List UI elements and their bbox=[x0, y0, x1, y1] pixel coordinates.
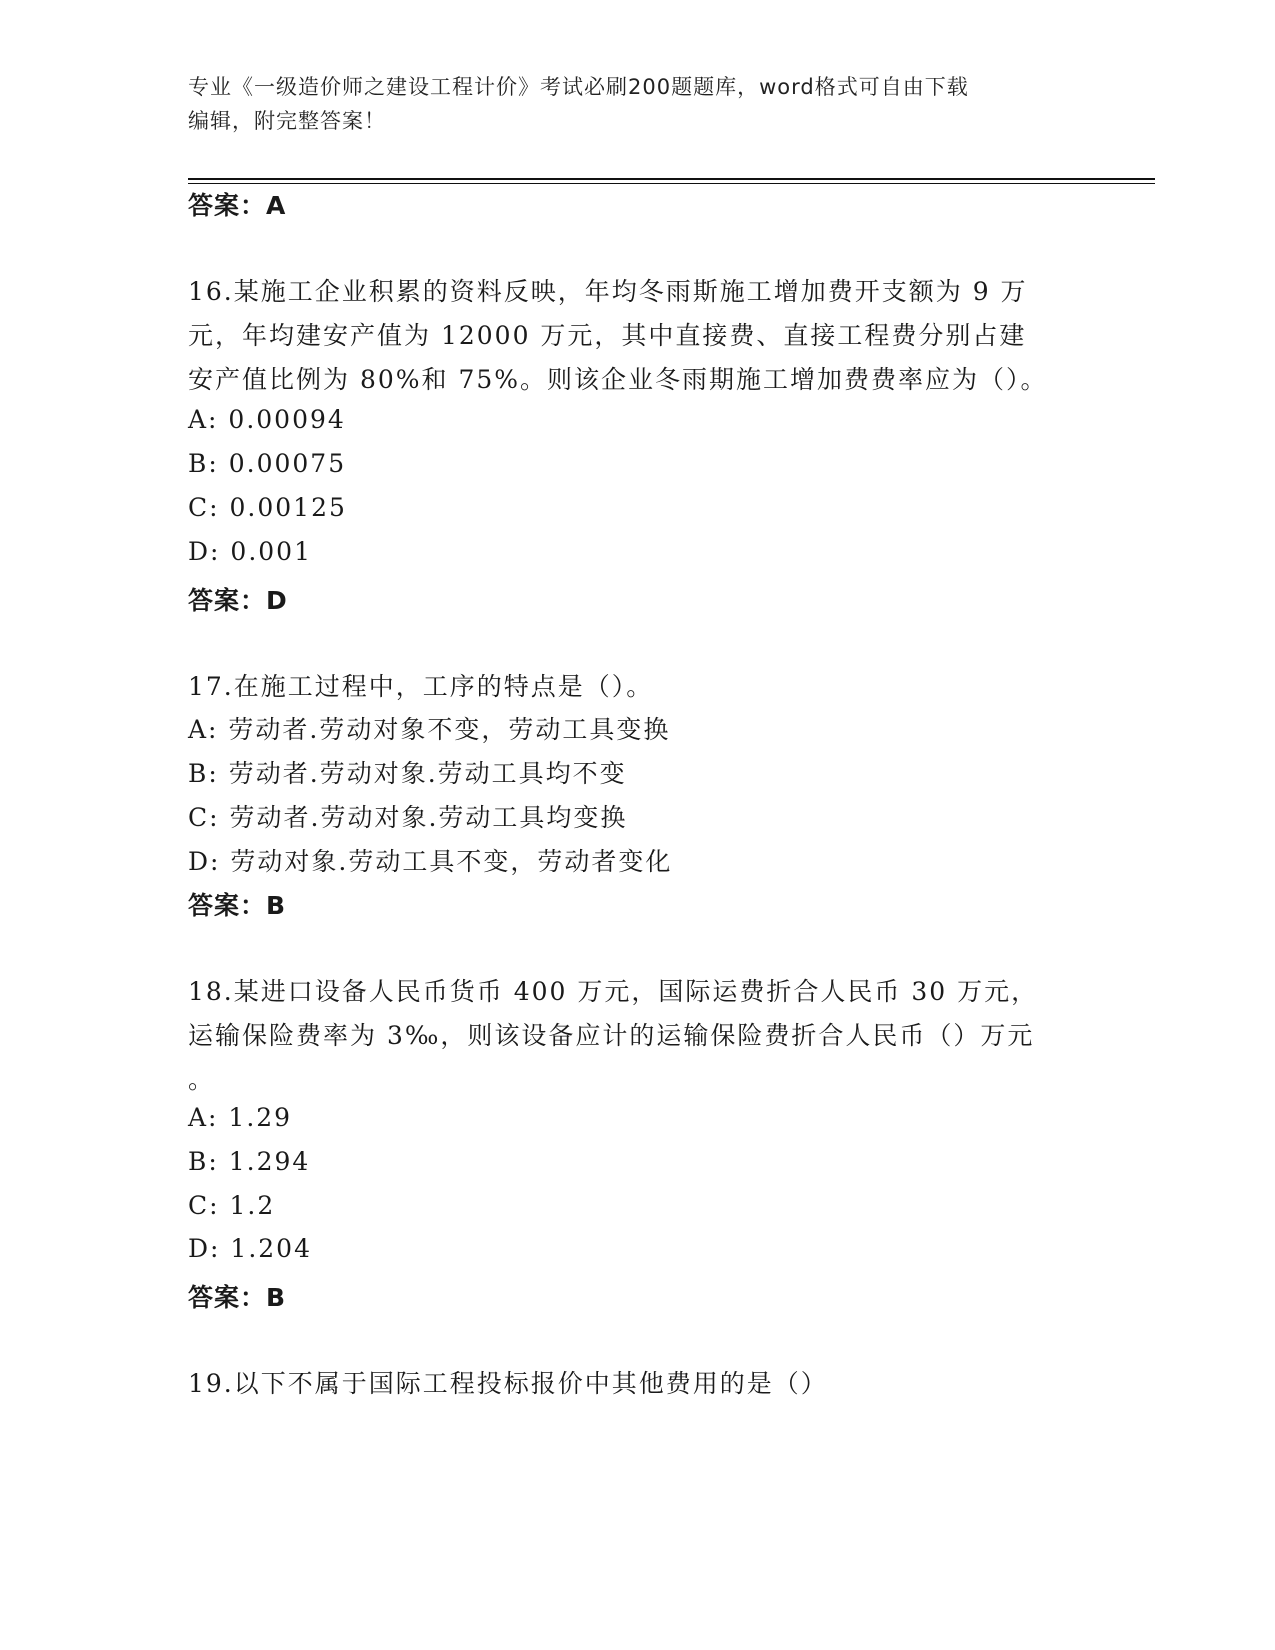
question-18-line-3: 。 bbox=[188, 1065, 216, 1094]
question-18-line-2: 运输保险费率为 3‰，则该设备应计的运输保险费折合人民币（）万元 bbox=[188, 1021, 1035, 1050]
question-18-line-1: 18.某进口设备人民币货币 400 万元，国际运费折合人民币 30 万元， bbox=[188, 977, 1039, 1006]
answer-15: 答案：A bbox=[188, 191, 287, 220]
question-16-option-d: D: 0.001 bbox=[188, 537, 312, 566]
question-18-option-c: C: 1.2 bbox=[188, 1191, 276, 1220]
question-18-option-a: A: 1.29 bbox=[188, 1103, 293, 1132]
question-18-option-d: D: 1.204 bbox=[188, 1234, 312, 1263]
question-17-option-b: B: 劳动者.劳动对象.劳动工具均不变 bbox=[188, 759, 627, 788]
question-18-option-b: B: 1.294 bbox=[188, 1147, 311, 1176]
question-19-line-1: 19.以下不属于国际工程投标报价中其他费用的是（） bbox=[188, 1369, 828, 1398]
header-line-1: 专业《一级造价师之建设工程计价》考试必刷200题题库，word格式可自由下载 bbox=[188, 75, 969, 99]
question-16-line-1: 16.某施工企业积累的资料反映，年均冬雨斯施工增加费开支额为 9 万 bbox=[188, 277, 1028, 306]
header-line-2: 编辑，附完整答案！ bbox=[188, 109, 386, 133]
header-rule-thin bbox=[188, 183, 1155, 184]
question-16-line-2: 元，年均建安产值为 12000 万元，其中直接费、直接工程费分别占建 bbox=[188, 321, 1027, 350]
answer-18: 答案：B bbox=[188, 1283, 287, 1312]
question-16-line-3: 安产值比例为 80%和 75%。则该企业冬雨期施工增加费费率应为（）。 bbox=[188, 365, 1048, 394]
question-16-option-a: A: 0.00094 bbox=[188, 405, 346, 434]
question-17-option-d: D: 劳动对象.劳动工具不变，劳动者变化 bbox=[188, 847, 673, 876]
question-17-line-1: 17.在施工过程中，工序的特点是（）。 bbox=[188, 672, 654, 701]
answer-17: 答案：B bbox=[188, 891, 287, 920]
question-17-option-a: A: 劳动者.劳动对象不变，劳动工具变换 bbox=[188, 715, 671, 744]
answer-16: 答案：D bbox=[188, 586, 288, 615]
question-16-option-b: B: 0.00075 bbox=[188, 449, 347, 478]
question-17-option-c: C: 劳动者.劳动对象.劳动工具均变换 bbox=[188, 803, 628, 832]
question-16-option-c: C: 0.00125 bbox=[188, 493, 347, 522]
header-rule-thick bbox=[188, 178, 1155, 180]
document-header bbox=[188, 70, 1088, 138]
